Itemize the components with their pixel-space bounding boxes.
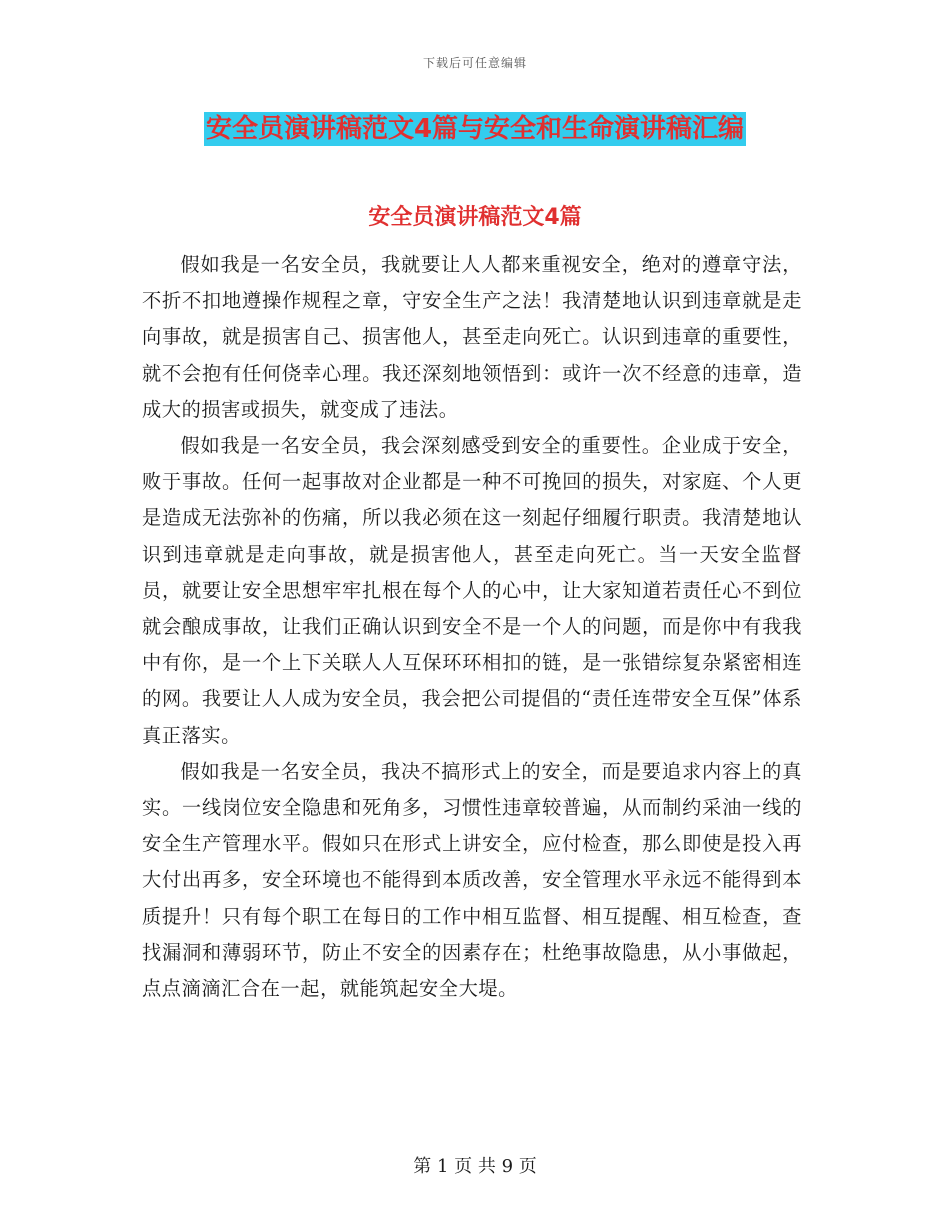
- paragraph-3: 假如我是一名安全员，我决不搞形式上的安全，而是要追求内容上的真实。一线岗位安全隐患和死角多，习惯性违章较普遍，从而制约采油一线的安全生产管理水平。假如只在形式上讲安全，应付检查，那么即使是投入再大付出再多，安全环境也不能得到本质改善，安全管理水平永远不能得到本质提升！只有每个职工在每日的工作中相互监督、相互提醒、相互检查，查找漏洞和薄弱环节，防止不安全的因素存在；杜绝事故隐患，从小事做起，点点滴滴汇合在一起，就能筑起安全大堤。: [142, 759, 802, 1001]
- paragraph-2: 假如我是一名安全员，我会深刻感受到安全的重要性。企业成于安全，败于事故。任何一起事故对企业都是一种不可挽回的损失，对家庭、个人更是造成无法弥补的伤痛，所以我必须在这一刻起仔细履行职责。我清楚地认识到违章就是走向事故，就是损害他人，甚至走向死亡。当一天安全监督员，就要让安全思想牢牢扎根在每个人的心中，让大家知道若责任心不到位就会酿成事故，让我们正确认识到安全不是一个人的问题，而是你中有我我中有你，是一个上下关联人人互保环环相扣的链，是一张错综复杂紧密相连的网。我要让人人成为安全员，我会把公司提倡的“责任连带安全互保”体系真正落实。: [142, 434, 802, 747]
- page-footer: 第 1 页 共 9 页: [413, 1156, 537, 1177]
- main-title-container: [0, 112, 950, 146]
- header-note: 下载后可任意编辑: [422, 56, 527, 70]
- paragraph-1: 假如我是一名安全员，我就要让人人都来重视安全，绝对的遵章守法，不折不扣地遵操作规程之章，守安全生产之法！我清楚地认识到违章就是走向事故，就是损害自己、损害他人，甚至走向死亡。认识到违章的重要性，就不会抱有任何侥幸心理。我还深刻地领悟到：或许一次不经意的违章，造成大的损害或损失，就变成了违法。: [142, 253, 802, 421]
- section-title: 安全员演讲稿范文4篇: [368, 205, 582, 230]
- document-body: [142, 247, 802, 1007]
- main-title: 安全员演讲稿范文4篇与安全和生命演讲稿汇编: [205, 114, 745, 144]
